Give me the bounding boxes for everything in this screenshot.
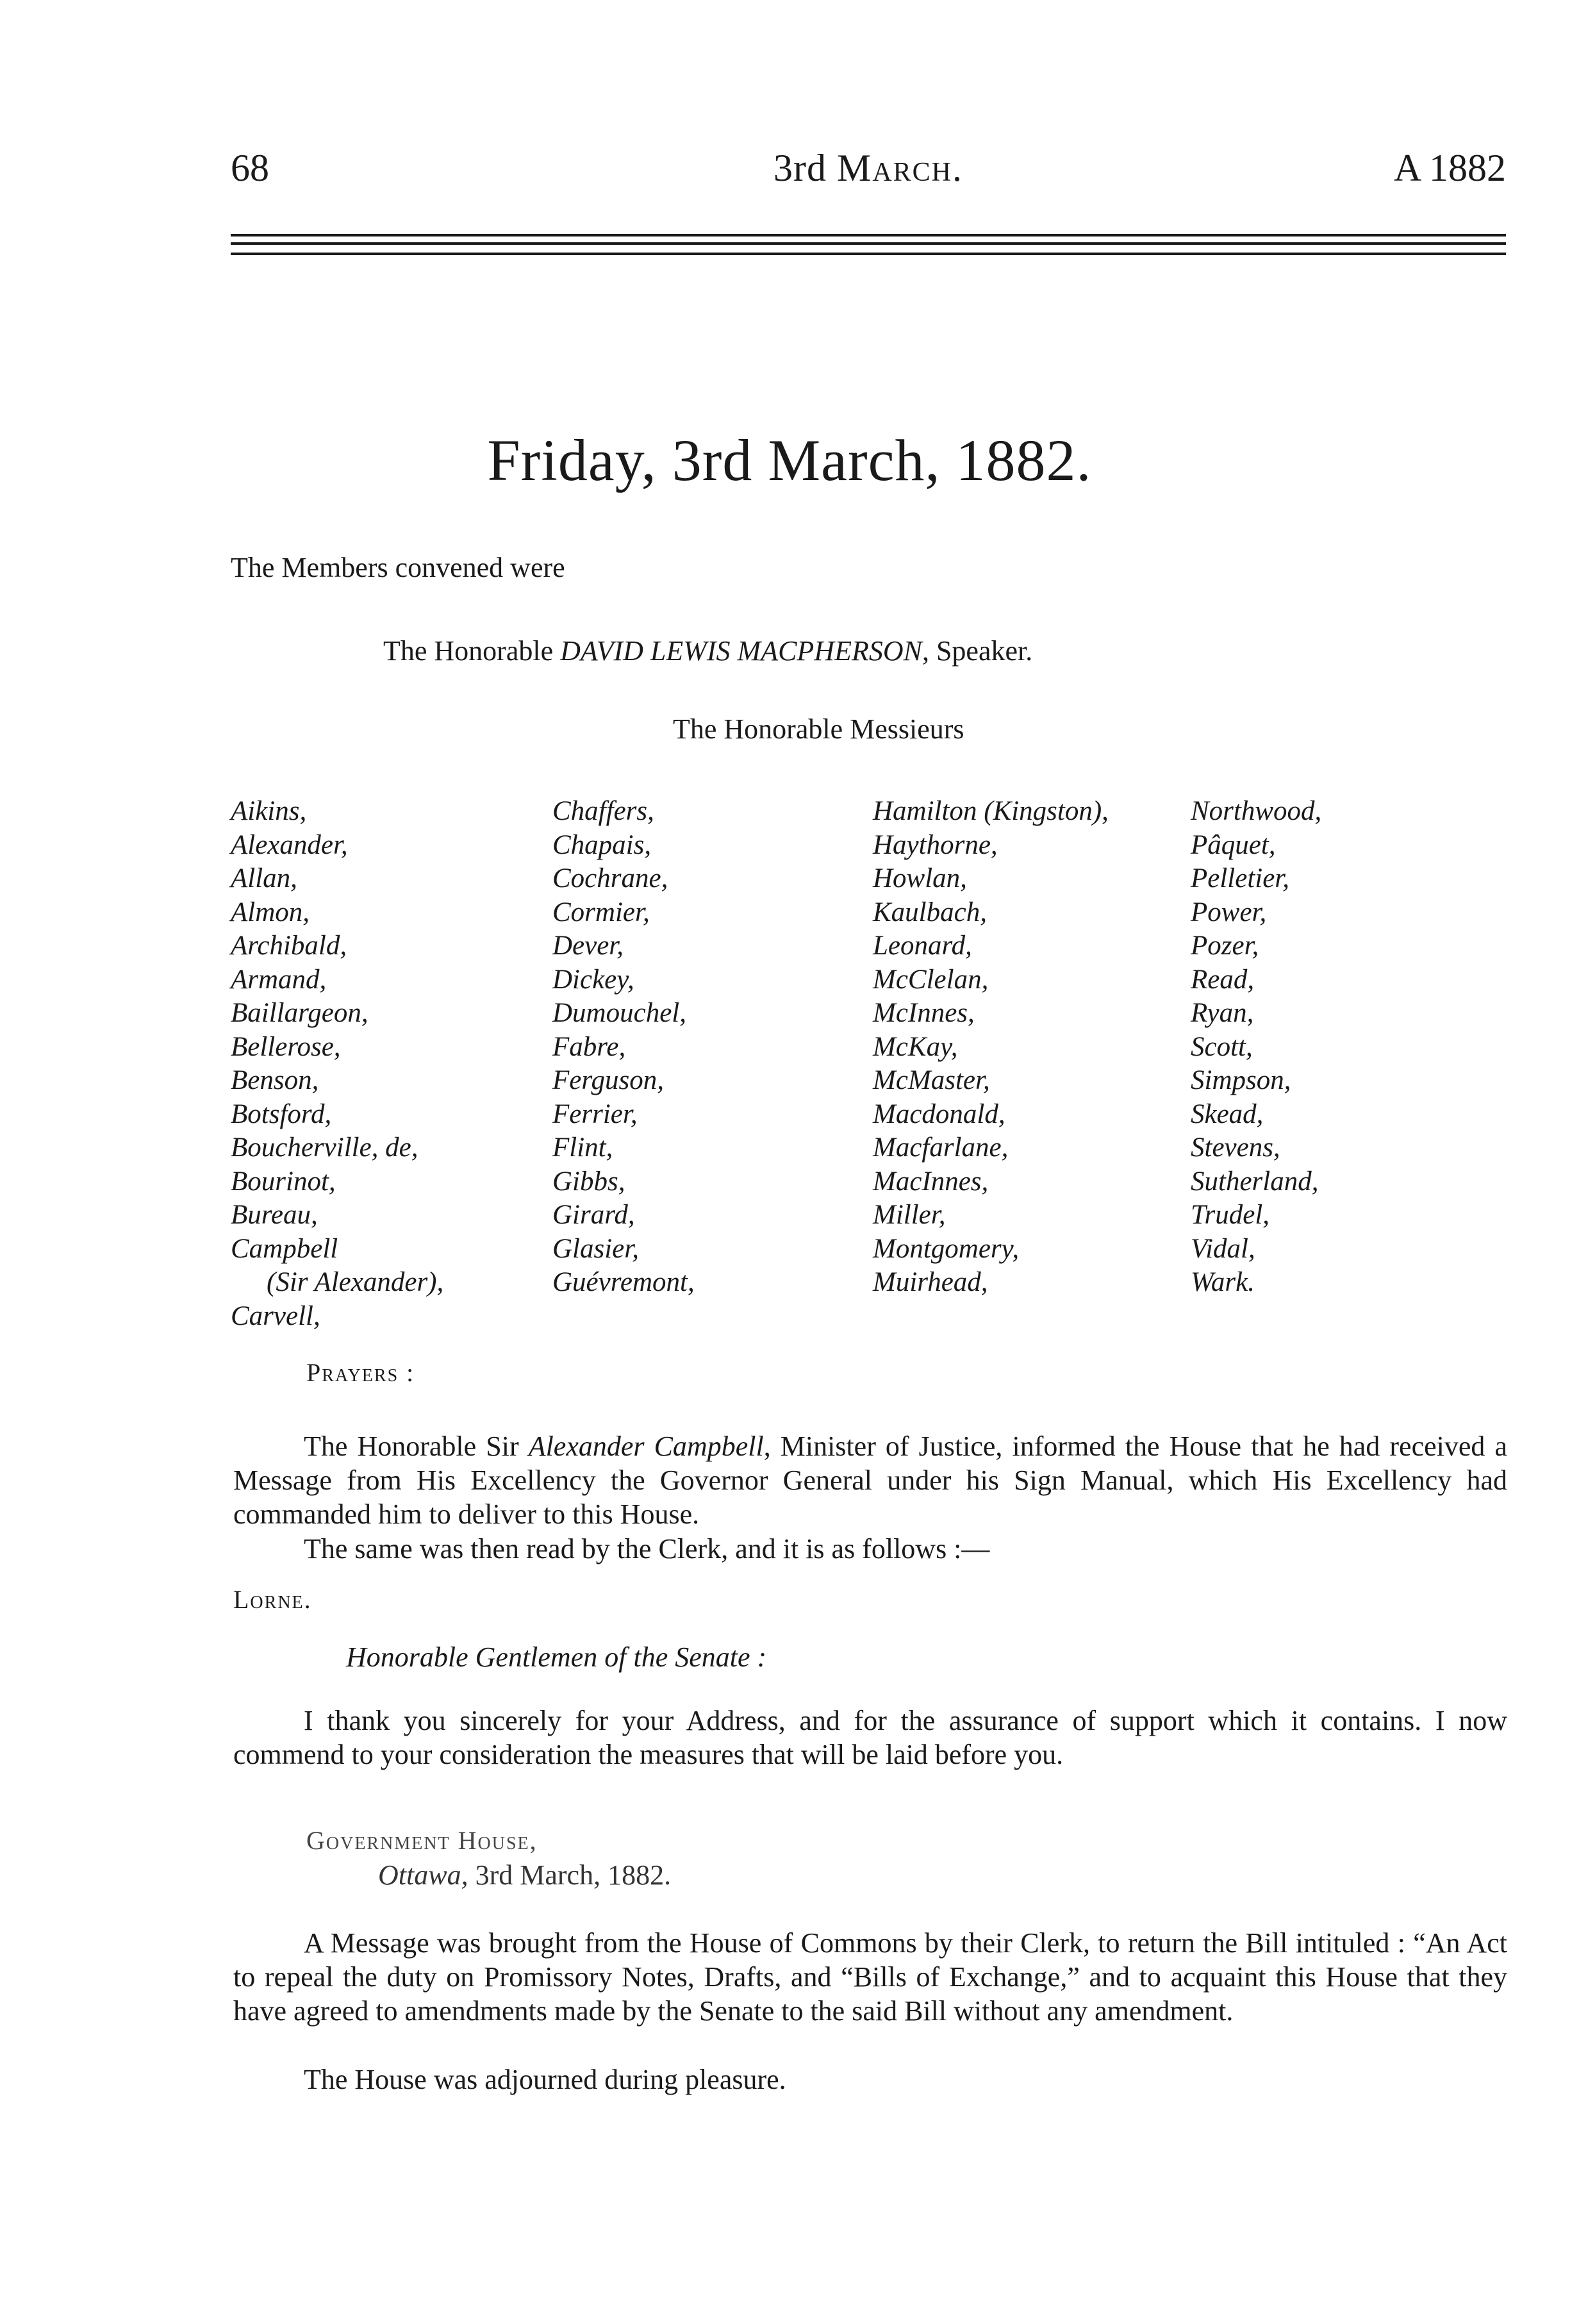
member-name: Muirhead,	[873, 1267, 988, 1297]
government-house: Government House,	[306, 1826, 538, 1855]
member-name: Haythorne,	[873, 829, 998, 860]
member-name: Wark.	[1191, 1267, 1255, 1297]
messieurs-heading: The Honorable Messieurs	[673, 713, 964, 745]
member-name: McClelan,	[873, 964, 989, 995]
member-name: Ferrier,	[552, 1099, 638, 1129]
member-name: Benson,	[231, 1065, 319, 1095]
member-name: Trudel,	[1191, 1200, 1270, 1230]
commons-message-paragraph: A Message was brought from the House of Commons by their Clerk, to return the Bill intituled : “An Act to repeal the duty on Promissory Notes, Drafts, and “Bills of Exchange,” and to acquaint this House that they have agreed to amendments made by the Senate to the said Bill without any amendment.	[233, 1927, 1507, 2027]
member-name: (Sir Alexander),	[267, 1267, 444, 1297]
member-name: Pelletier,	[1191, 863, 1290, 893]
member-name: Alexander,	[231, 829, 348, 860]
member-name: Campbell	[231, 1233, 338, 1264]
member-name: Flint,	[552, 1133, 613, 1163]
member-name: Cormier,	[552, 897, 650, 927]
sitting-title: Friday, 3rd March, 1882.	[487, 427, 1092, 493]
header-date-month: March.	[836, 147, 964, 189]
member-name: Archibald,	[231, 931, 347, 961]
members-column-1	[231, 795, 443, 1333]
minister-paragraph	[233, 1429, 1507, 1531]
member-name: Bellerose,	[231, 1031, 341, 1062]
member-name: McMaster,	[873, 1065, 990, 1095]
member-name: Hamilton (Kingston),	[873, 796, 1109, 826]
header-rule	[231, 234, 1506, 237]
member-name: Northwood,	[1191, 796, 1322, 826]
member-name: Fabre,	[552, 1031, 626, 1062]
member-name: Guévremont,	[552, 1267, 695, 1297]
member-name: Cochrane,	[552, 863, 668, 893]
header-date	[231, 146, 1506, 190]
members-convened-line: The Members convened were	[231, 552, 565, 583]
date-text: 3rd March, 1882.	[468, 1859, 672, 1891]
member-name: Baillargeon,	[231, 998, 368, 1028]
minister-text-a: The Honorable Sir	[304, 1431, 529, 1462]
member-name: Sutherland,	[1191, 1166, 1319, 1197]
member-name: Carvell,	[231, 1300, 320, 1331]
minister-text-c: , Minister of Justice, informed the House that he had received a Message from His Excellency the Governor General under his Sign Manual, which His Excellency had commanded him to deliver to this House.	[233, 1431, 1507, 1530]
member-name: MacInnes,	[873, 1166, 989, 1197]
salutation: Honorable Gentlemen of the Senate :	[346, 1641, 767, 1673]
member-name: Dickey,	[552, 964, 634, 995]
member-name: Chapais,	[552, 829, 652, 860]
member-name: Pozer,	[1191, 931, 1259, 961]
member-name: Skead,	[1191, 1099, 1264, 1129]
member-name: Ferguson,	[552, 1065, 664, 1095]
members-column-2	[552, 795, 695, 1300]
prayers-heading: Prayers :	[306, 1358, 415, 1387]
member-name: Power,	[1191, 897, 1267, 927]
member-name: Boucherville, de,	[231, 1133, 418, 1163]
member-name: Armand,	[231, 964, 327, 995]
speaker-line	[383, 635, 1032, 667]
member-name: Almon,	[231, 897, 310, 927]
page-number: 68	[231, 147, 269, 189]
place-date-line	[378, 1859, 671, 1891]
member-name: Chaffers,	[552, 796, 654, 826]
header-rule	[231, 253, 1506, 255]
header-rule	[231, 242, 1506, 245]
member-name: Ryan,	[1191, 998, 1254, 1028]
running-header	[231, 146, 1506, 210]
minister-name: Alexander Campbell	[528, 1431, 764, 1462]
member-name: Bureau,	[231, 1200, 318, 1230]
speaker-name: DAVID LEWIS MACPHERSON	[560, 635, 922, 667]
member-name: Vidal,	[1191, 1233, 1255, 1264]
member-name: Howlan,	[873, 863, 967, 893]
header-date-prefix: 3rd	[773, 147, 837, 189]
place-name: Ottawa,	[378, 1859, 468, 1891]
member-name: Botsford,	[231, 1099, 332, 1129]
member-name: Dumouchel,	[552, 998, 686, 1028]
member-name: Macdonald,	[873, 1099, 1005, 1129]
signature-lorne: Lorne.	[233, 1585, 312, 1614]
member-name: Pâquet,	[1191, 829, 1276, 860]
header-year: A 1882	[1393, 147, 1506, 189]
speaker-prefix: The Honorable	[383, 635, 561, 667]
member-name: Bourinot,	[231, 1166, 336, 1197]
member-name: Dever,	[552, 931, 624, 961]
member-name: Scott,	[1191, 1031, 1253, 1062]
member-name: Read,	[1191, 964, 1255, 995]
member-name: Stevens,	[1191, 1133, 1280, 1163]
member-name: Allan,	[231, 863, 297, 893]
member-name: Kaulbach,	[873, 897, 987, 927]
member-name: Aikins,	[231, 796, 307, 826]
member-name: McKay,	[873, 1031, 958, 1062]
member-name: Montgomery,	[873, 1233, 1020, 1264]
member-name: Gibbs,	[552, 1166, 625, 1197]
member-name: Simpson,	[1191, 1065, 1291, 1095]
member-name: Macfarlane,	[873, 1133, 1009, 1163]
clerk-read-paragraph: The same was then read by the Clerk, and it is as follows :—	[304, 1533, 990, 1565]
members-column-3	[873, 795, 1109, 1300]
message-body: I thank you sincerely for your Address, and for the assurance of support which it contains. I now commend to your consideration the measures that will be laid before you.	[233, 1705, 1507, 1770]
member-name: Glasier,	[552, 1233, 639, 1264]
members-column-4	[1191, 795, 1321, 1300]
member-name: Miller,	[873, 1200, 946, 1230]
member-name: Leonard,	[873, 931, 972, 961]
member-name: McInnes,	[873, 998, 975, 1028]
speaker-suffix: , Speaker.	[922, 635, 1033, 667]
adjourned-paragraph: The House was adjourned during pleasure.	[304, 2064, 786, 2095]
member-name: Girard,	[552, 1200, 635, 1230]
